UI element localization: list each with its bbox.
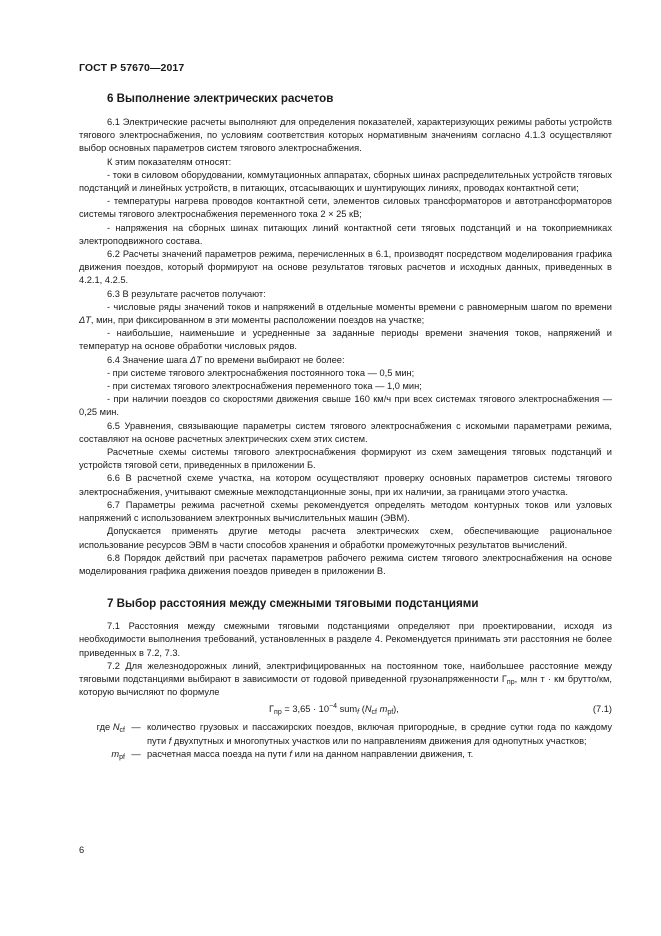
definitions-list: [79, 721, 612, 761]
bullet-number-series: - числовые ряды значений токов и напряжений в отдельные моменты времени с равномерным шагом по времени ΔT, мин, при фиксированном в эти моменты расположении поездов на участке;: [79, 301, 612, 326]
document-header: ГОСТ Р 57670—2017: [79, 62, 185, 74]
paragraph-6-2: 6.2 Расчеты значений параметров режима, перечисленных в 6.1, производят посредством моделирования графика движения поездов, который формируют на основе результатов тяговых расчетов и исходных данных, приведенных в 4.2.1, 4.2.5.: [79, 249, 612, 286]
delta-t-symbol: ΔT: [189, 354, 202, 365]
bullet-ac-step: - при системах тягового электроснабжения переменного тока — 1,0 мин;: [107, 381, 422, 392]
delta-t-symbol: ΔT: [79, 315, 91, 326]
paragraph-6-7-alt-methods: Допускается применять другие методы расчета электрических схем, обеспечивающие рациональное использование ресурсов ЭВМ в части способов хранения и обработки промежуточных результатов вычислений.: [79, 526, 612, 550]
paragraph-6-3: 6.3 В результате расчетов получают:: [107, 288, 266, 299]
section-6-title: 6 Выполнение электрических расчетов: [107, 92, 334, 105]
formula-expression: $Г_{пр} = 3,65 \cdot 10^{-4}$ sum$_f$ ($N_{cf}$ $m_{pf}$),: [269, 703, 399, 717]
page-content: [79, 92, 612, 761]
paragraph-6-5: 6.5 Уравнения, связывающие параметры систем тягового электроснабжения с искомыми параметрами режима, составляют на основе расчетных электрических схем этих систем.: [79, 420, 612, 444]
paragraph-indicators: К этим показателям относят:: [107, 156, 232, 167]
bullet-currents: - токи в силовом оборудовании, коммутационных аппаратах, сборных шинах распределительных устройств тяговых подстанций и линейных устройств, в питающих, отсасывающих и шунтирующих линиях, проводах контактной сети;: [79, 169, 612, 194]
section-7-title: 7 Выбор расстояния между смежными тяговыми подстанциями: [107, 597, 479, 611]
paragraph-6-7: 6.7 Параметры режима расчетной схемы рекомендуется определять методом контурных токов или узловых напряжений с использованием электронных вычислительных машин (ЭВМ).: [79, 499, 612, 524]
page-number: 6: [79, 845, 85, 855]
paragraph-6-6: 6.6 В расчетной схеме участка, на котором осуществляют проверку основных параметров системы тягового электроснабжения, учитывают смежные межподстанционные зоны, при их наличии, за границами этого участка.: [79, 473, 612, 497]
paragraph-7-2: 7.2 Для железнодорожных линий, электрифицированных на постоянном токе, наибольшее расстояние между тяговыми подстанциями выбирают в зависимости от годовой приведенной грузонапряженности $Г_{пр}$, млн т · км брутто/км, которую вычисляют по формуле: [79, 660, 613, 698]
bullet-highspeed-step: - при наличии поездов со скоростями движения свыше 160 км/ч при всех системах тягового электроснабжения — 0,25 мин.: [79, 394, 612, 418]
definition-ncf: где $N_{cf}$ — количество грузовых и пассажирских поездов, включая пригородные, в средние сутки года по каждому пути f двухпутных и многопутных участков или по направлениям движения для однопутных участков;: [96, 722, 612, 746]
bullet-max-min-values: - наибольшие, наименьшие и усредненные за заданные периоды времени значения токов, напряжений и температур на основе обработки числовых рядов.: [79, 328, 612, 352]
where-label: где: [96, 722, 111, 733]
bullet-voltages: - напряжения на сборных шинах питающих линий контактной сети тяговых подстанций и на токоприемниках электроподвижного состава.: [79, 222, 612, 246]
bullet-temperatures: - температуры нагрева проводов контактной сети, элементов силовых трансформаторов и автотрансформаторов системы тягового электроснабжения переменного тока 2 × 25 кВ;: [79, 196, 612, 220]
paragraph-6-1: 6.1 Электрические расчеты выполняют для определения показателей, характеризующих режимы работы устройств тягового электроснабжения, по условиям соответствия которых нормативным значениям согласно 4.1.3 осуществляют выбор основных параметров систем тягового электроснабжения.: [79, 117, 612, 154]
formula-number: (7.1): [592, 704, 612, 715]
definition-mpf: $m_{pf}$ — расчетная масса поезда на пути f или на данном направлении движения, т.: [111, 748, 474, 761]
bullet-dc-step: - при системе тягового электроснабжения постоянного тока — 0,5 мин;: [107, 367, 415, 378]
formula-7-1: [79, 703, 612, 716]
paragraph-6-4: 6.4 Значение шага ΔT по времени выбирают не более:: [107, 354, 345, 365]
paragraph-6-8: 6.8 Порядок действий при расчетах параметров рабочего режима систем тягового электроснабжения на основе моделирования графика движения поездов приведен в приложении В.: [79, 552, 612, 576]
paragraph-6-5-schemes: Расчетные схемы системы тягового электроснабжения формируют из схем замещения тяговых подстанций и устройств тяговой сети, приведенных в приложении Б.: [79, 447, 612, 471]
paragraph-7-1: 7.1 Расстояния между смежными тяговыми подстанциями определяют при проектировании, исходя из необходимости выполнения требований, установленных в разделе 4. Рекомендуется принимать эти расстояния не более приведенных в 7.2, 7.3.: [79, 621, 612, 658]
